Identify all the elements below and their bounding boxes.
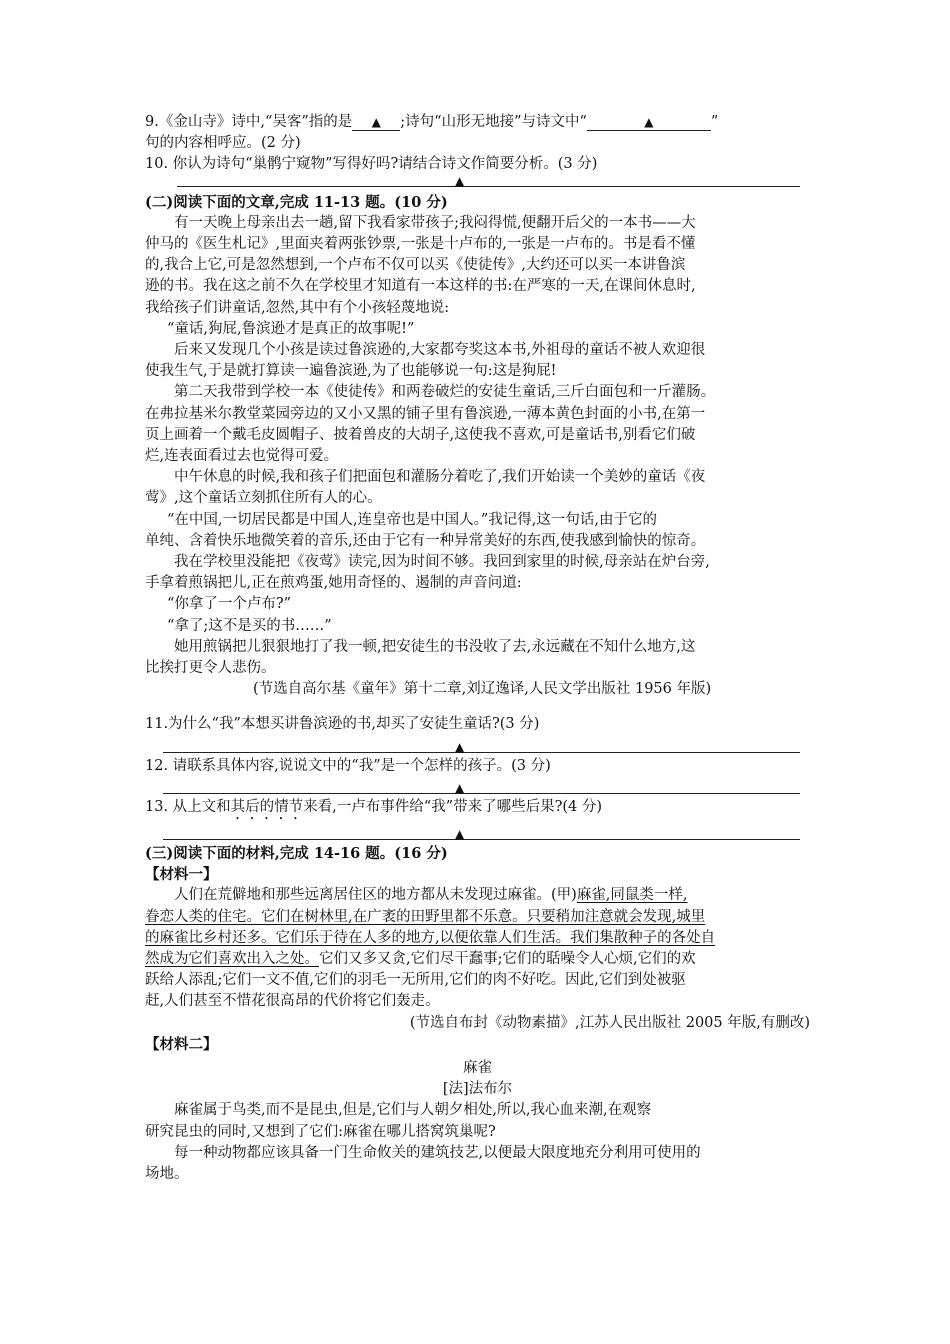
passage-line: 手拿着煎锅把儿,正在煎鸡蛋,她用奇怪的、遏制的声音问道:: [145, 575, 522, 592]
passage-line: 研究昆虫的同时,又想到了它们:麻雀在哪儿搭窝筑巢呢?: [145, 1123, 496, 1140]
question-10: 10. 你认为诗句“巢鹘宁窥物”写得好吗?请结合诗文作简要分析。(3 分): [145, 156, 598, 173]
passage-line: 逊的书。我在这之前不久在学校里才知道有一本这样的书:在严寒的一天,在课间休息时,: [145, 278, 696, 295]
material-1-passage: [145, 885, 810, 1012]
q13-text-before: 13. 从上文和: [145, 798, 231, 815]
question-9-line2: 句的内容相呼应。(2 分): [145, 135, 301, 152]
material-2-label: 【材料二】: [145, 1035, 218, 1053]
underlined-text: 麻雀,同鼠类一样,: [576, 887, 688, 904]
q9-text-middle: ;诗句“山形无地接”与诗文中“: [400, 114, 587, 130]
passage-line: 后来又发现几个小孩是读过鲁滨逊的,大家都夸奖这本书,外祖母的童话不被人欢迎很: [174, 342, 706, 359]
q9-answer-blank-2[interactable]: ▲: [587, 114, 711, 131]
passage-line: [145, 949, 810, 970]
passage-line: 仲马的《医生札记》,里面夹着两张钞票,一张是十卢布的,一张是一卢布的。书是看不懂: [145, 236, 696, 253]
material-2-author: [法]法布尔: [442, 1081, 513, 1098]
passage-line: 的,我合上它,可是忽然想到,一个卢布不仅可以买《使徒传》,大约还可以买一本讲鲁滨: [145, 257, 686, 274]
answer-marker-icon: ▲: [455, 826, 465, 841]
q11-answer-line[interactable]: [145, 736, 810, 756]
question-9: [145, 112, 810, 133]
answer-marker-icon: ▲: [455, 780, 465, 795]
q9-text-before: 9.《金山寺》诗中,“吴客”指的是: [145, 114, 353, 130]
q13-answer-line[interactable]: [145, 823, 810, 843]
passage-line: 第二天我带到学校一本《使徒传》和两卷破烂的安徒生童话,三斤白面包和一斤灌肠。: [174, 384, 716, 401]
passage-line: 场地。: [145, 1165, 189, 1182]
section-2-source: (节选自高尔基《童年》第十二章,刘辽逸译,人民文学出版社 1956 年版): [253, 681, 712, 698]
material-2-title: 麻雀: [463, 1059, 492, 1076]
underlined-text: 的麻雀比乡村还多。它们乐于待在人多的地方,以便依靠人们生活。我们集散种子的各处自: [145, 929, 716, 946]
passage-line: 在弗拉基米尔教堂菜园旁边的又小又黑的铺子里有鲁滨逊,一薄本黄色封面的小书,在第一: [145, 405, 706, 422]
answer-marker-icon: ▲: [455, 739, 465, 754]
passage-line: 赶,人们甚至不惜花很高昂的代价将它们轰走。: [145, 993, 440, 1010]
passage-line: 她用煎锅把儿狠狠地打了我一顿,把安徒生的书没收了去,永远藏在不知什么地方,这: [174, 638, 696, 655]
q9-text-end: ”: [710, 114, 719, 130]
material-2-passage: [145, 1100, 810, 1185]
question-13: [145, 797, 810, 823]
q13-emphasis: 其后的情节: [230, 798, 304, 815]
answer-marker-icon: ▲: [455, 173, 465, 188]
q13-text-after: 来看,一卢布事件给“我”带来了哪些后果?(4 分): [303, 798, 603, 815]
section-2-passage: [145, 213, 810, 679]
passage-line: “你拿了一个卢布?”: [167, 596, 292, 613]
question-11: 11.为什么“我”本想买讲鲁滨逊的书,却买了安徒生童话?(3 分): [145, 716, 540, 733]
passage-line: 跃给人添乱;它们一文不值,它们的羽毛一无所用,它们的肉不好吃。因此,它们到处被驱: [145, 972, 686, 989]
passage-line: 我在学校里没能把《夜莺》读完,因为时间不够。我回到家里的时候,母亲站在炉台旁,: [174, 554, 710, 571]
passage-line: 每一种动物都应该具备一门生命攸关的建筑技艺,以便最大限度地充分利用可使用的: [174, 1144, 701, 1161]
passage-line: “在中国,一切居民都是中国人,连皇帝也是中国人。”我记得,这一句话,由于它的: [167, 511, 658, 528]
passage-line: 使我生气,于是就打算读一遍鲁滨逊,为了也能够说一句:这是狗屁!: [145, 363, 557, 380]
passage-line: 比挨打更令人悲伤。: [145, 660, 276, 677]
underlined-text: 然成为它们喜欢出入之处。: [145, 950, 319, 967]
q9-answer-blank-1[interactable]: ▲: [352, 114, 400, 131]
passage-line: 我给孩子们讲童话,忽然,其中有个小孩轻蔑地说:: [145, 299, 450, 316]
passage-line: “童话,狗屁,鲁滨逊才是真正的故事呢!”: [167, 320, 415, 337]
passage-line: 页上画着一个戴毛皮圆帽子、披着兽皮的大胡子,这使我不喜欢,可是童话书,别看它们破: [145, 426, 696, 443]
passage-line: 有一天晚上母亲出去一趟,留下我看家带孩子;我闷得慌,便翻开后父的一本书——大: [174, 214, 696, 231]
section-3-heading: (三)阅读下面的材料,完成 14-16 题。(16 分): [145, 844, 448, 862]
passage-line: 中午休息的时候,我和孩子们把面包和灌肠分着吃了,我们开始读一个美妙的童话《夜: [174, 469, 706, 486]
material-1-source: (节选自布封《动物素描》,江苏人民出版社 2005 年版,有删改): [409, 1014, 810, 1031]
material-1-label: 【材料一】: [145, 866, 218, 884]
underlined-text: 眷恋人类的住宅。它们在树林里,在广袤的田野里都不乐意。只要稍加注意就会发现,城里: [145, 908, 706, 925]
passage-line: “拿了;这不是买的书……”: [167, 617, 332, 634]
passage-text: 人们在荒僻地和那些远离居住区的地方都从未发现过麻雀。(甲): [174, 887, 577, 904]
section-2-heading: (二)阅读下面的文章,完成 11-13 题。(10 分): [145, 193, 448, 211]
passage-line: 莺》,这个童话立刻抓住所有人的心。: [145, 490, 382, 507]
q12-answer-line[interactable]: [145, 777, 810, 797]
passage-line: [145, 885, 810, 906]
q10-answer-line[interactable]: [145, 173, 810, 190]
passage-line: 麻雀属于鸟类,而不是昆虫,但是,它们与人朝夕相处,所以,我心血来潮,在观察: [174, 1102, 652, 1119]
passage-line: 烂,连表面看过去也觉得可爱。: [145, 448, 339, 465]
exam-page: [145, 112, 810, 1185]
question-12: 12. 请联系具体内容,说说文中的“我”是一个怎样的孩子。(3 分): [145, 757, 551, 774]
passage-line: 单纯、含着快乐地微笑着的音乐,还由于它有一种异常美好的东西,使我感到愉快的惊奇。: [145, 532, 706, 549]
passage-text: 它们又多又贪,它们尽干蠢事;它们的聒噪令人心烦,它们的欢: [319, 950, 696, 967]
